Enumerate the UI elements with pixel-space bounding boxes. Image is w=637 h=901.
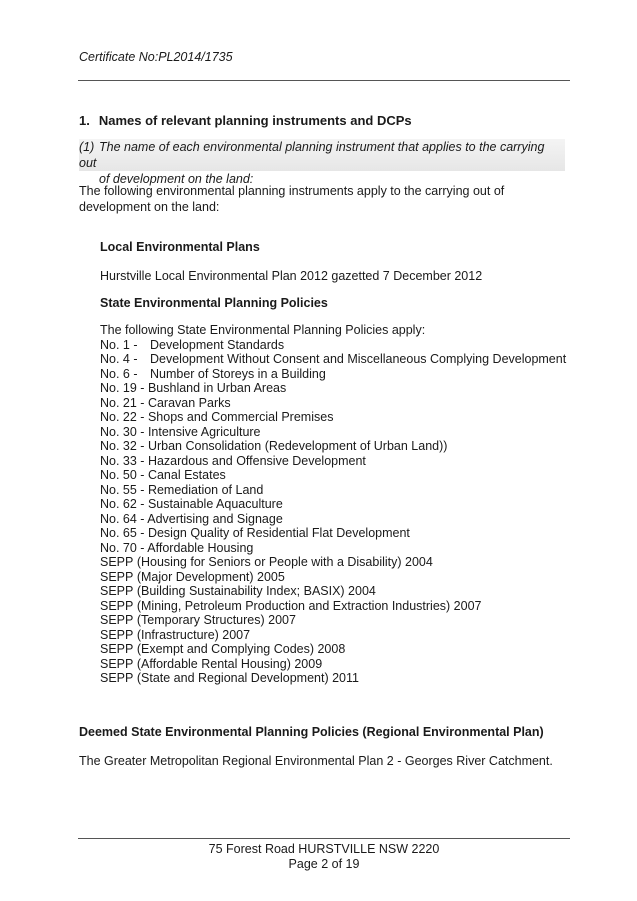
sepp-item-prefix: SEPP (100, 671, 134, 685)
sepp-item-prefix: No. 50 - (100, 468, 145, 482)
sepp-item-text: Remediation of Land (147, 482, 264, 497)
sepp-item-prefix: No. 30 - (100, 424, 145, 439)
sepp-item-prefix: No. 1 - (100, 337, 138, 352)
sepp-item-prefix: No. 70 - (100, 540, 145, 555)
sepp-list-item (100, 338, 566, 353)
sepp-item-text: Urban Consolidation (Redevelopment of Urban Land)) (147, 439, 448, 453)
footer-page-number: Page 2 of 19 (288, 857, 360, 871)
sepp-item-text: Intensive Agriculture (147, 424, 261, 439)
sepp-item-text: Shops and Commercial Premises (147, 410, 334, 424)
section-title: Names of relevant planning instruments and DCPs (98, 113, 412, 128)
sepp-list-item (100, 497, 566, 512)
sepp-item-prefix: No. 4 - (100, 352, 138, 366)
sepp-list-item (100, 512, 566, 527)
sepp-item-text: Development Standards (150, 337, 285, 352)
question-prefix: (1) (79, 140, 95, 154)
sepp-list-item (100, 657, 566, 672)
lep-text: Hurstville Local Environmental Plan 2012 gazetted 7 December 2012 (100, 269, 483, 283)
sepp-list-item (100, 642, 566, 657)
question-line-2: of development on the land: (99, 172, 254, 186)
sepp-list-item (100, 381, 566, 396)
sepp-list-item (100, 599, 566, 614)
sepp-item-prefix: SEPP (100, 627, 134, 642)
sepp-item-prefix: SEPP (100, 569, 134, 584)
sepp-list-item (100, 468, 566, 483)
sepp-item-prefix: No. 33 - (100, 453, 145, 468)
sepp-item-text: (Infrastructure) 2007 (136, 627, 251, 642)
sepp-item-prefix: No. 22 - (100, 410, 145, 424)
sepp-item-prefix: No. 32 - (100, 439, 145, 453)
sepp-list-item (100, 454, 566, 469)
intro-line-1: The following environmental planning instruments apply to the carrying out of (79, 184, 505, 198)
question-highlight (79, 139, 565, 186)
sepp-item-text: (Major Development) 2005 (136, 569, 285, 584)
footer-address: 75 Forest Road HURSTVILLE NSW 2220 (208, 842, 440, 856)
lep-heading: Local Environmental Plans (100, 240, 260, 254)
sepp-item-prefix: No. 6 - (100, 366, 138, 381)
deemed-text: The Greater Metropolitan Regional Environmental Plan 2 - Georges River Catchment. (79, 754, 553, 768)
sepp-item-prefix: No. 19 - (100, 381, 145, 395)
sepp-item-text: Number of Storeys in a Building (150, 366, 326, 381)
sepp-list-item (100, 526, 566, 541)
sepp-item-prefix: No. 64 - (100, 511, 145, 526)
sepp-item-text: Affordable Housing (147, 540, 254, 555)
sepp-item-text: Development Without Consent and Miscellaneous Complying Development (150, 352, 567, 366)
sepp-list-item (100, 352, 566, 367)
sepp-list-item (100, 483, 566, 498)
sepp-item-text: (Mining, Petroleum Production and Extraction Industries) 2007 (136, 598, 482, 613)
certificate-number: Certificate No:PL2014/1735 (79, 50, 233, 64)
sepp-heading: State Environmental Planning Policies (100, 296, 328, 310)
footer-divider (78, 838, 570, 839)
sepp-list (100, 323, 566, 686)
sepp-item-prefix: No. 55 - (100, 482, 145, 497)
sepp-item-text: (Housing for Seniors or People with a Disability) 2004 (136, 555, 433, 569)
sepp-list-item (100, 555, 566, 570)
sepp-item-text: (State and Regional Development) 2011 (136, 671, 359, 685)
sepp-item-text: Sustainable Aquaculture (147, 497, 283, 511)
sepp-item-prefix: No. 65 - (100, 526, 145, 540)
intro-line-2: development on the land: (79, 200, 220, 214)
sepp-list-item (100, 410, 566, 425)
sepp-list-item (100, 613, 566, 628)
sepp-item-text: (Building Sustainability Index; BASIX) 2004 (136, 584, 376, 598)
question-line-1: The name of each environmental planning instrument that applies to the carrying out (79, 140, 545, 170)
header-divider (78, 80, 570, 81)
section-number: 1. (79, 113, 90, 128)
sepp-item-text: Hazardous and Offensive Development (147, 453, 366, 468)
sepp-item-text: (Exempt and Complying Codes) 2008 (136, 642, 346, 656)
sepp-list-item (100, 671, 566, 686)
sepp-item-text: Advertising and Signage (147, 511, 283, 526)
sepp-item-prefix: SEPP (100, 613, 134, 627)
sepp-intro: The following State Environmental Planning Policies apply: (100, 323, 426, 337)
section-heading (79, 113, 412, 128)
sepp-item-text: Design Quality of Residential Flat Development (147, 526, 410, 540)
sepp-item-prefix: SEPP (100, 642, 134, 656)
sepp-item-text: Bushland in Urban Areas (147, 381, 287, 395)
deemed-heading: Deemed State Environmental Planning Policies (Regional Environmental Plan) (79, 725, 544, 739)
sepp-list-item (100, 570, 566, 585)
sepp-list-item (100, 425, 566, 440)
sepp-list-item (100, 628, 566, 643)
sepp-item-text: Canal Estates (147, 468, 226, 482)
sepp-list-item (100, 541, 566, 556)
sepp-item-prefix: SEPP (100, 598, 134, 613)
sepp-item-prefix: No. 62 - (100, 497, 145, 511)
sepp-list-item (100, 396, 566, 411)
sepp-item-prefix: SEPP (100, 656, 134, 671)
sepp-list-item (100, 584, 566, 599)
footer (78, 842, 570, 872)
sepp-item-text: Caravan Parks (147, 395, 231, 410)
sepp-item-prefix: No. 21 - (100, 395, 145, 410)
intro-paragraph (79, 183, 559, 215)
sepp-item-prefix: SEPP (100, 555, 134, 569)
sepp-item-text: (Affordable Rental Housing) 2009 (136, 656, 323, 671)
sepp-item-text: (Temporary Structures) 2007 (136, 613, 296, 627)
sepp-list-item (100, 367, 566, 382)
sepp-item-prefix: SEPP (100, 584, 134, 598)
sepp-list-item (100, 439, 566, 454)
